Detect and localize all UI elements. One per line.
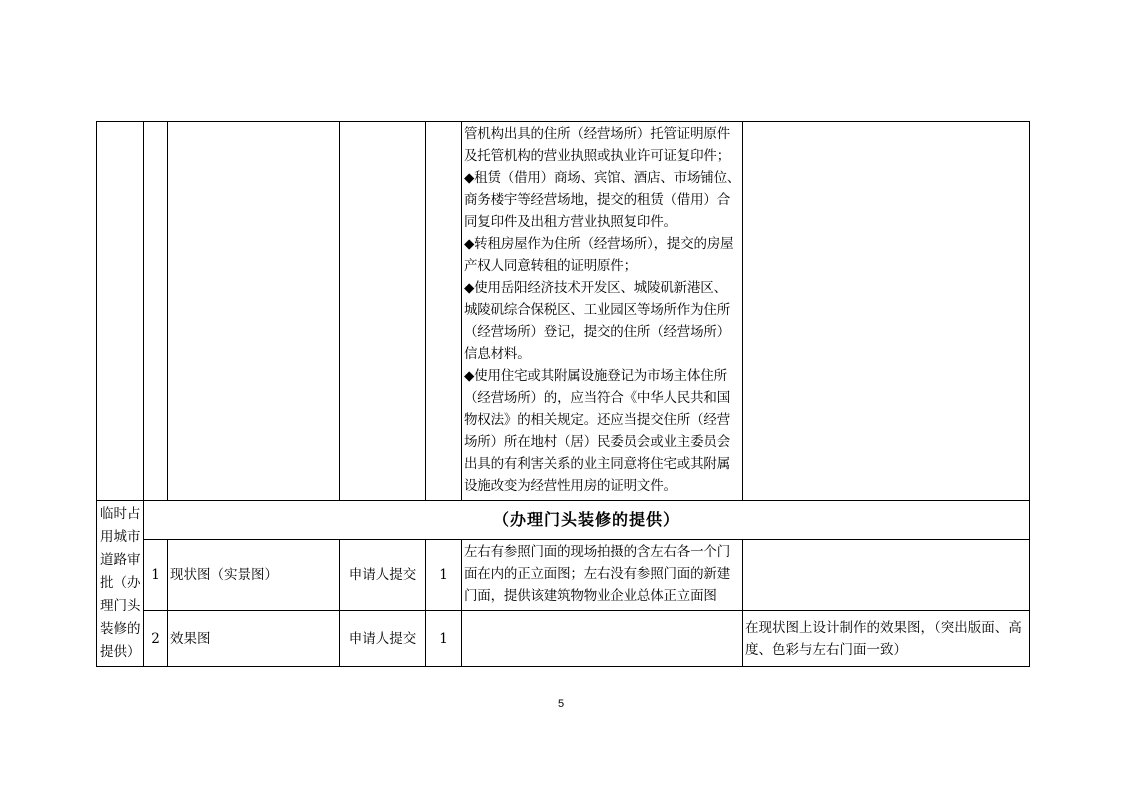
index-cell-empty	[144, 122, 168, 501]
source-cell-empty	[340, 122, 426, 501]
table-row-continued	[97, 122, 1030, 501]
copies-cell-empty	[426, 122, 462, 501]
note-cell-empty	[743, 122, 1030, 501]
row-index: 1	[144, 540, 168, 611]
material-requirement	[462, 611, 743, 667]
category-label: 临时占 用城市 道路审 批（办 理门头 装修的 提供）	[97, 501, 144, 667]
table-row	[97, 611, 1030, 667]
material-requirement: 左右有参照门面的现场拍摄的含左右各一个门 面在内的正立面图；左右没有参照门面的新建 门面，提供该建筑物物业企业总体正立面图	[462, 540, 743, 611]
section-title: （办理门头装修的提供）	[144, 501, 1030, 540]
copies: 1	[426, 540, 462, 611]
material-cell-empty	[168, 122, 340, 501]
page-number: 5	[557, 698, 565, 710]
continued-requirements: 管机构出具的住所（经营场所）托管证明原件 及托管机构的营业执照或执业许可证复印件； ◆租赁（借用）商场、宾馆、酒店、市场铺位、 商务楼宇等经营场地，提交的租赁（借用）合 同复印件及出租方营业执照复印件。 ◆转租房屋作为住所（经营场所），提交的房屋 产权人同意转租的证明原件； ◆使用岳阳经济技术开发区、城陵矶新港区、 城陵矶综合保税区、工业园区等场所作为住所 （经营场所）登记，提交的住所（经营场所） 信息材料。 ◆使用住宅或其附属设施登记为市场主体住所 （经营场所）的，应当符合《中华人民共和国 物权法》的相关规定。还应当提交住所（经营 场所）所在地村（居）民委员会或业主委员会 出具的有利害关系的业主同意将住宅或其附属 设施改变为经营性用房的证明文件。	[462, 122, 743, 501]
material-name: 效果图	[168, 611, 340, 667]
section-header-row	[97, 501, 1030, 540]
row-index: 2	[144, 611, 168, 667]
material-source: 申请人提交	[340, 540, 426, 611]
table-row	[97, 540, 1030, 611]
material-source: 申请人提交	[340, 611, 426, 667]
materials-table	[96, 121, 1030, 667]
category-cell-empty	[97, 122, 144, 501]
material-name: 现状图（实景图）	[168, 540, 340, 611]
material-note: 在现状图上设计制作的效果图，（突出版面、高 度、色彩与左右门面一致）	[743, 611, 1030, 667]
copies: 1	[426, 611, 462, 667]
material-note	[743, 540, 1030, 611]
